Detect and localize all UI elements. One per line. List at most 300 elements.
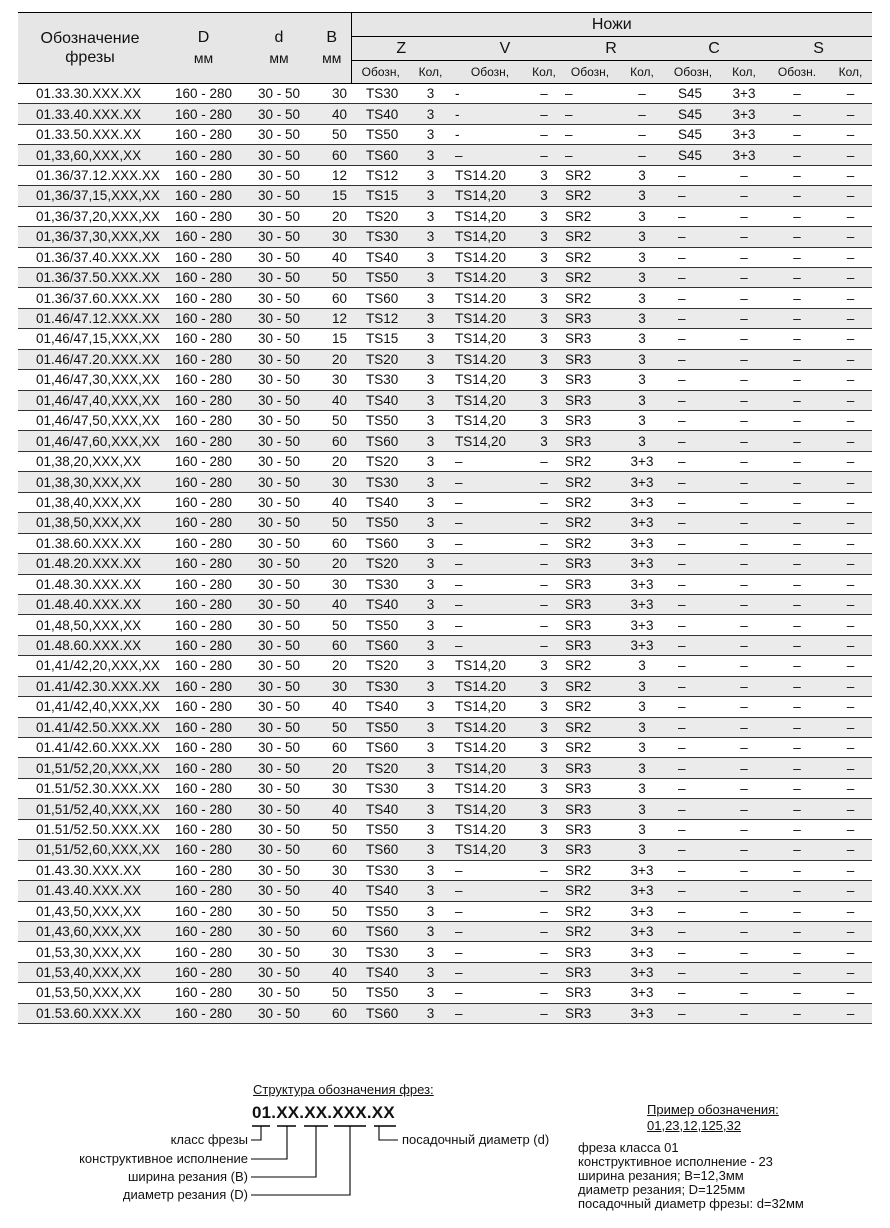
cell-v-designation: TS14,20: [451, 186, 529, 206]
cell-z-designation: TS60: [351, 635, 410, 655]
cell-B: 40: [313, 390, 351, 410]
cell-r-designation: SR3: [559, 615, 621, 635]
cell-v-designation: TS14.20: [451, 308, 529, 328]
cell-r-qty: 3: [621, 247, 663, 267]
cell-D: 160 - 280: [162, 411, 245, 431]
cell-z-designation: TS60: [351, 145, 410, 165]
cell-c-qty: –: [723, 492, 765, 512]
cell-c-qty: –: [723, 554, 765, 574]
cell-d: 30 - 50: [245, 758, 313, 778]
header-knives: Ножи: [351, 13, 872, 37]
cell-c-designation: –: [663, 635, 723, 655]
cell-s-designation: –: [765, 942, 829, 962]
header-group-S: S: [813, 39, 824, 57]
cell-s-designation: –: [765, 1003, 829, 1023]
header-B-label: B: [326, 28, 338, 46]
cell-c-designation: –: [663, 942, 723, 962]
cell-c-qty: –: [723, 819, 765, 839]
cell-v-qty: –: [529, 921, 559, 941]
cell-B: 60: [313, 288, 351, 308]
cell-B: 50: [313, 717, 351, 737]
cell-r-qty: 3: [621, 227, 663, 247]
cell-s-designation: –: [765, 758, 829, 778]
cell-r-qty: 3: [621, 288, 663, 308]
cell-c-qty: –: [723, 370, 765, 390]
cell-D: 160 - 280: [162, 492, 245, 512]
cell-z-designation: TS40: [351, 390, 410, 410]
cell-c-qty: 3+3: [723, 104, 765, 124]
cell-designation: 01,38,20,XXX,XX: [18, 451, 162, 471]
cell-B: 60: [313, 431, 351, 451]
cell-c-designation: –: [663, 921, 723, 941]
cell-z-qty: 3: [410, 84, 451, 104]
cell-d: 30 - 50: [245, 942, 313, 962]
cell-r-designation: SR2: [559, 227, 621, 247]
cell-c-qty: –: [723, 267, 765, 287]
cell-s-qty: –: [829, 860, 872, 880]
cell-D: 160 - 280: [162, 881, 245, 901]
cell-s-qty: –: [829, 554, 872, 574]
cell-c-designation: –: [663, 860, 723, 880]
cell-B: 30: [313, 370, 351, 390]
cell-c-designation: –: [663, 901, 723, 921]
cell-v-designation: TS14.20: [451, 717, 529, 737]
cell-r-designation: SR2: [559, 206, 621, 226]
cell-r-qty: 3+3: [621, 594, 663, 614]
header-group-C: C: [708, 39, 720, 57]
cell-designation: 01.48.20.XXX.XX: [18, 554, 162, 574]
cell-B: 60: [313, 145, 351, 165]
cell-s-qty: –: [829, 738, 872, 758]
cell-D: 160 - 280: [162, 370, 245, 390]
cell-z-qty: 3: [410, 370, 451, 390]
cell-D: 160 - 280: [162, 186, 245, 206]
cell-r-qty: –: [621, 84, 663, 104]
cell-s-qty: –: [829, 145, 872, 165]
cell-c-designation: –: [663, 656, 723, 676]
cell-z-designation: TS50: [351, 513, 410, 533]
cell-designation: 01,46/47,30,XXX,XX: [18, 370, 162, 390]
cell-s-qty: –: [829, 819, 872, 839]
cell-B: 40: [313, 492, 351, 512]
cell-s-qty: –: [829, 349, 872, 369]
cell-s-qty: –: [829, 370, 872, 390]
cell-d: 30 - 50: [245, 635, 313, 655]
cell-z-qty: 3: [410, 615, 451, 635]
cell-designation: 01,46/47,40,XXX,XX: [18, 390, 162, 410]
cell-designation: 01,41/42,40,XXX,XX: [18, 697, 162, 717]
cell-designation: 01,53,40,XXX,XX: [18, 962, 162, 982]
header-D-unit: мм: [193, 49, 214, 66]
cell-r-qty: 3: [621, 840, 663, 860]
header-z-qty: Кол,: [410, 61, 451, 84]
cell-B: 20: [313, 349, 351, 369]
cell-s-designation: –: [765, 778, 829, 798]
legend-label-bore: посадочный диаметр (d): [402, 1132, 550, 1147]
cell-B: 20: [313, 451, 351, 471]
cell-s-qty: –: [829, 983, 872, 1003]
cell-s-designation: –: [765, 349, 829, 369]
cell-z-designation: TS30: [351, 860, 410, 880]
cell-D: 160 - 280: [162, 1003, 245, 1023]
cell-r-qty: 3+3: [621, 451, 663, 471]
cell-r-designation: SR2: [559, 186, 621, 206]
cell-D: 160 - 280: [162, 104, 245, 124]
cell-r-qty: 3+3: [621, 492, 663, 512]
cell-z-designation: TS50: [351, 411, 410, 431]
cell-v-qty: 3: [529, 165, 559, 185]
cell-D: 160 - 280: [162, 717, 245, 737]
cell-z-designation: TS40: [351, 799, 410, 819]
cell-c-qty: –: [723, 165, 765, 185]
cell-c-qty: –: [723, 513, 765, 533]
cell-z-designation: TS60: [351, 921, 410, 941]
cell-c-designation: –: [663, 370, 723, 390]
cell-z-designation: TS30: [351, 778, 410, 798]
cell-B: 30: [313, 676, 351, 696]
cell-v-designation: –: [451, 901, 529, 921]
cell-s-designation: –: [765, 329, 829, 349]
cell-c-qty: –: [723, 778, 765, 798]
cell-r-qty: 3: [621, 165, 663, 185]
cell-c-qty: –: [723, 942, 765, 962]
cell-z-designation: TS30: [351, 370, 410, 390]
cell-d: 30 - 50: [245, 533, 313, 553]
cell-r-qty: –: [621, 104, 663, 124]
cell-c-designation: S45: [663, 84, 723, 104]
cell-r-qty: 3+3: [621, 554, 663, 574]
cell-z-designation: TS50: [351, 819, 410, 839]
cell-v-designation: –: [451, 533, 529, 553]
cell-r-designation: SR3: [559, 390, 621, 410]
cell-c-qty: –: [723, 615, 765, 635]
cell-B: 50: [313, 513, 351, 533]
cell-z-qty: 3: [410, 819, 451, 839]
cell-v-designation: –: [451, 513, 529, 533]
cell-v-qty: –: [529, 492, 559, 512]
cell-c-qty: –: [723, 1003, 765, 1023]
cell-v-designation: TS14.20: [451, 288, 529, 308]
cell-z-qty: 3: [410, 513, 451, 533]
cell-c-qty: –: [723, 635, 765, 655]
cell-v-designation: –: [451, 574, 529, 594]
cell-c-qty: –: [723, 983, 765, 1003]
cell-z-qty: 3: [410, 942, 451, 962]
cell-B: 12: [313, 308, 351, 328]
cell-r-qty: 3: [621, 799, 663, 819]
cell-designation: 01.36/37.50.XXX.XX: [18, 267, 162, 287]
cell-B: 30: [313, 778, 351, 798]
cell-c-designation: –: [663, 594, 723, 614]
cell-B: 60: [313, 738, 351, 758]
cell-z-designation: TS50: [351, 267, 410, 287]
connector-class: [251, 1126, 261, 1140]
cell-c-designation: –: [663, 349, 723, 369]
cell-D: 160 - 280: [162, 962, 245, 982]
cell-v-qty: –: [529, 962, 559, 982]
legend-label-diameter: диаметр резания (D): [122, 1187, 248, 1202]
cell-r-qty: 3: [621, 431, 663, 451]
cell-B: 12: [313, 165, 351, 185]
cell-designation: 01,43,60,XXX,XX: [18, 921, 162, 941]
cell-v-designation: –: [451, 594, 529, 614]
cell-z-qty: 3: [410, 717, 451, 737]
cell-s-qty: –: [829, 594, 872, 614]
cell-c-qty: –: [723, 411, 765, 431]
cell-r-qty: 3: [621, 656, 663, 676]
cell-B: 20: [313, 206, 351, 226]
cell-designation: 01.48.30.XXX.XX: [18, 574, 162, 594]
cell-z-qty: 3: [410, 676, 451, 696]
cell-c-qty: –: [723, 574, 765, 594]
cell-s-designation: –: [765, 104, 829, 124]
cell-s-qty: –: [829, 881, 872, 901]
cell-D: 160 - 280: [162, 145, 245, 165]
cell-c-designation: –: [663, 308, 723, 328]
cell-D: 160 - 280: [162, 349, 245, 369]
cell-designation: 01.36/37.40.XXX.XX: [18, 247, 162, 267]
cell-d: 30 - 50: [245, 370, 313, 390]
cell-s-qty: –: [829, 921, 872, 941]
cell-s-designation: –: [765, 247, 829, 267]
cell-r-qty: 3: [621, 308, 663, 328]
cell-z-designation: TS40: [351, 104, 410, 124]
cell-designation: 01.41/42.50.XXX.XX: [18, 717, 162, 737]
cell-s-designation: –: [765, 533, 829, 553]
cell-v-designation: TS14.20: [451, 247, 529, 267]
cell-D: 160 - 280: [162, 778, 245, 798]
cell-v-designation: TS14,20: [451, 840, 529, 860]
cell-r-qty: 3: [621, 370, 663, 390]
cell-z-qty: 3: [410, 962, 451, 982]
cell-r-designation: SR3: [559, 411, 621, 431]
cell-c-qty: –: [723, 901, 765, 921]
cell-r-designation: SR2: [559, 247, 621, 267]
cell-r-designation: SR3: [559, 349, 621, 369]
cell-s-qty: –: [829, 962, 872, 982]
cell-c-qty: –: [723, 594, 765, 614]
cell-r-designation: SR3: [559, 431, 621, 451]
cell-designation: 01,46/47,60,XXX,XX: [18, 431, 162, 451]
cell-designation: 01.38.60.XXX.XX: [18, 533, 162, 553]
cell-r-qty: 3+3: [621, 635, 663, 655]
cell-z-designation: TS40: [351, 962, 410, 982]
cell-D: 160 - 280: [162, 799, 245, 819]
cell-B: 20: [313, 656, 351, 676]
cell-d: 30 - 50: [245, 206, 313, 226]
cell-B: 40: [313, 697, 351, 717]
cell-s-qty: –: [829, 451, 872, 471]
cell-c-designation: –: [663, 758, 723, 778]
cell-v-qty: 3: [529, 758, 559, 778]
cell-d: 30 - 50: [245, 288, 313, 308]
cell-s-designation: –: [765, 574, 829, 594]
cell-c-qty: –: [723, 840, 765, 860]
cell-z-qty: 3: [410, 472, 451, 492]
cell-c-designation: –: [663, 819, 723, 839]
cell-z-designation: TS20: [351, 554, 410, 574]
cell-B: 60: [313, 840, 351, 860]
cell-B: 50: [313, 267, 351, 287]
cell-z-designation: TS60: [351, 738, 410, 758]
cell-v-qty: –: [529, 1003, 559, 1023]
cell-z-qty: 3: [410, 206, 451, 226]
cell-r-qty: 3: [621, 819, 663, 839]
cell-r-qty: 3+3: [621, 472, 663, 492]
cell-r-qty: 3+3: [621, 881, 663, 901]
cell-r-designation: SR3: [559, 308, 621, 328]
cell-v-qty: –: [529, 594, 559, 614]
legend-label-class: класс фрезы: [170, 1132, 248, 1147]
cell-z-designation: TS20: [351, 451, 410, 471]
cell-D: 160 - 280: [162, 288, 245, 308]
cell-D: 160 - 280: [162, 329, 245, 349]
cell-z-designation: TS60: [351, 840, 410, 860]
cell-z-qty: 3: [410, 533, 451, 553]
cell-c-designation: –: [663, 799, 723, 819]
cell-d: 30 - 50: [245, 717, 313, 737]
cell-d: 30 - 50: [245, 881, 313, 901]
cell-r-designation: SR2: [559, 717, 621, 737]
header-z-designation: Обозн,: [351, 61, 410, 84]
cell-z-designation: TS40: [351, 697, 410, 717]
cell-r-designation: SR2: [559, 288, 621, 308]
cell-z-qty: 3: [410, 656, 451, 676]
cell-d: 30 - 50: [245, 819, 313, 839]
cell-r-designation: SR2: [559, 860, 621, 880]
header-B-unit: мм: [322, 49, 342, 66]
cell-v-designation: -: [451, 124, 529, 144]
cell-c-designation: S45: [663, 145, 723, 165]
cell-designation: 01.41/42.30.XXX.XX: [18, 676, 162, 696]
cell-v-qty: –: [529, 145, 559, 165]
cell-z-designation: TS50: [351, 717, 410, 737]
header-r-qty: Кол,: [621, 61, 663, 84]
cell-designation: 01,33,60,XXX,XX: [18, 145, 162, 165]
cell-v-designation: –: [451, 962, 529, 982]
cell-v-designation: TS14,20: [451, 411, 529, 431]
cell-z-designation: TS20: [351, 349, 410, 369]
cell-z-qty: 3: [410, 288, 451, 308]
cell-d: 30 - 50: [245, 431, 313, 451]
cell-v-qty: 3: [529, 329, 559, 349]
cell-designation: 01.43.30.XXX.XX: [18, 860, 162, 880]
cell-z-qty: 3: [410, 738, 451, 758]
cell-B: 60: [313, 1003, 351, 1023]
cell-r-designation: SR3: [559, 799, 621, 819]
cell-z-qty: 3: [410, 431, 451, 451]
cell-B: 60: [313, 533, 351, 553]
cell-r-qty: 3+3: [621, 860, 663, 880]
cell-z-qty: 3: [410, 145, 451, 165]
cell-v-designation: TS14,20: [451, 799, 529, 819]
cell-c-qty: –: [723, 308, 765, 328]
cell-d: 30 - 50: [245, 574, 313, 594]
cell-B: 30: [313, 860, 351, 880]
cell-v-qty: 3: [529, 349, 559, 369]
cell-v-qty: 3: [529, 697, 559, 717]
cell-z-designation: TS60: [351, 431, 410, 451]
cell-D: 160 - 280: [162, 738, 245, 758]
cell-D: 160 - 280: [162, 165, 245, 185]
cell-d: 30 - 50: [245, 513, 313, 533]
cell-s-designation: –: [765, 738, 829, 758]
cell-designation: 01,38,30,XXX,XX: [18, 472, 162, 492]
cell-d: 30 - 50: [245, 472, 313, 492]
cell-v-qty: 3: [529, 411, 559, 431]
cell-designation: 01.33.50.XXX.XX: [18, 124, 162, 144]
cell-v-qty: 3: [529, 676, 559, 696]
cell-d: 30 - 50: [245, 349, 313, 369]
header-v-designation: Обозн,: [451, 61, 529, 84]
header-group-R: R: [605, 39, 617, 57]
cell-D: 160 - 280: [162, 431, 245, 451]
cell-v-designation: –: [451, 1003, 529, 1023]
cell-s-designation: –: [765, 451, 829, 471]
cell-r-qty: 3: [621, 758, 663, 778]
cell-d: 30 - 50: [245, 778, 313, 798]
cell-D: 160 - 280: [162, 594, 245, 614]
example-line-3: ширина резания; B=12,3мм: [578, 1168, 744, 1183]
cell-z-qty: 3: [410, 881, 451, 901]
cell-v-qty: 3: [529, 840, 559, 860]
cell-r-designation: –: [559, 124, 621, 144]
cell-d: 30 - 50: [245, 697, 313, 717]
cell-B: 30: [313, 574, 351, 594]
cell-s-designation: –: [765, 554, 829, 574]
cell-designation: 01.36/37.60.XXX.XX: [18, 288, 162, 308]
cell-s-designation: –: [765, 635, 829, 655]
cell-s-qty: –: [829, 390, 872, 410]
cell-designation: 01.43.40.XXX.XX: [18, 881, 162, 901]
cell-c-qty: –: [723, 349, 765, 369]
cell-d: 30 - 50: [245, 860, 313, 880]
cell-v-qty: 3: [529, 227, 559, 247]
cell-v-qty: –: [529, 124, 559, 144]
cell-v-qty: –: [529, 554, 559, 574]
cell-z-designation: TS40: [351, 492, 410, 512]
cell-s-qty: –: [829, 799, 872, 819]
cell-c-qty: 3+3: [723, 124, 765, 144]
cell-v-qty: 3: [529, 738, 559, 758]
cell-v-designation: –: [451, 881, 529, 901]
cell-z-designation: TS50: [351, 983, 410, 1003]
cell-s-qty: –: [829, 758, 872, 778]
cell-v-designation: TS14,20: [451, 227, 529, 247]
cell-D: 160 - 280: [162, 533, 245, 553]
cell-D: 160 - 280: [162, 901, 245, 921]
cell-z-designation: TS30: [351, 472, 410, 492]
cell-d: 30 - 50: [245, 492, 313, 512]
cell-z-qty: 3: [410, 778, 451, 798]
cell-r-designation: SR2: [559, 921, 621, 941]
cell-d: 30 - 50: [245, 247, 313, 267]
cell-z-qty: 3: [410, 492, 451, 512]
cell-d: 30 - 50: [245, 186, 313, 206]
cell-c-designation: –: [663, 165, 723, 185]
cell-v-designation: TS14.20: [451, 819, 529, 839]
cell-D: 160 - 280: [162, 206, 245, 226]
cell-z-qty: 3: [410, 227, 451, 247]
cell-r-qty: 3+3: [621, 513, 663, 533]
cell-v-qty: –: [529, 472, 559, 492]
cell-z-designation: TS40: [351, 247, 410, 267]
cell-B: 50: [313, 411, 351, 431]
cell-c-qty: 3+3: [723, 145, 765, 165]
cell-D: 160 - 280: [162, 227, 245, 247]
cell-d: 30 - 50: [245, 227, 313, 247]
cell-s-designation: –: [765, 431, 829, 451]
